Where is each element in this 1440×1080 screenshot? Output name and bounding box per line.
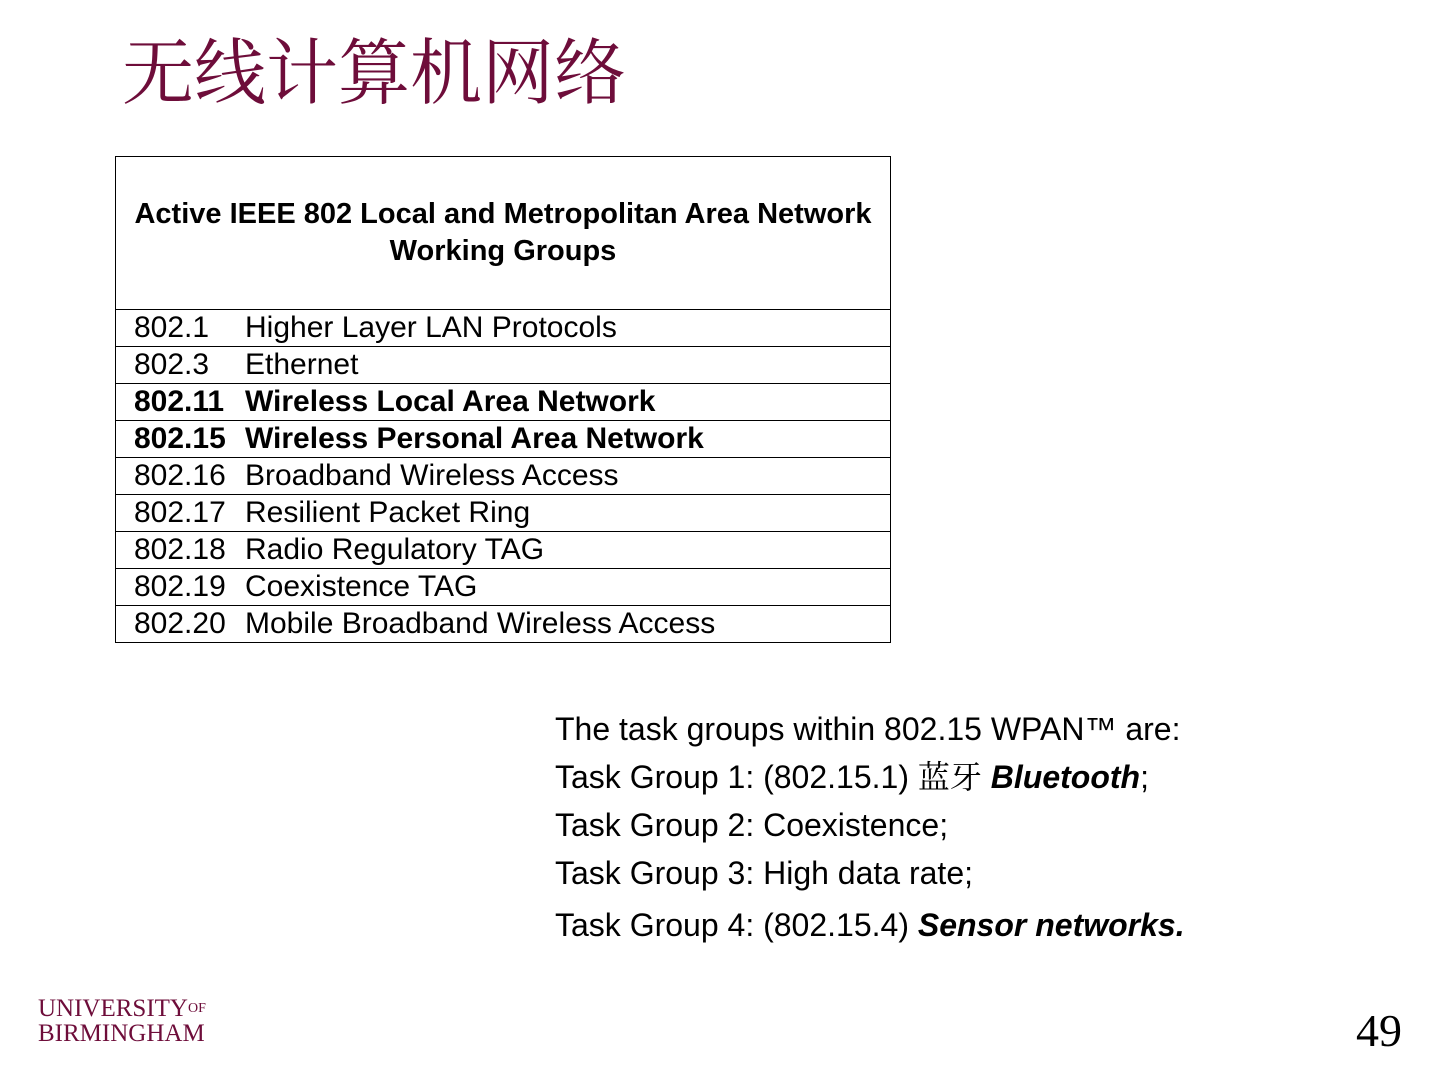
table-row — [116, 495, 891, 532]
task-group-1-suffix: ; — [1140, 759, 1149, 795]
working-group-number: 802.11 — [134, 385, 225, 418]
working-group-number: 802.16 — [134, 459, 226, 492]
working-group-number: 802.15 — [134, 422, 226, 455]
task-group-3: Task Group 3: High data rate; — [555, 855, 973, 891]
table-row — [116, 606, 891, 643]
working-group-number: 802.1 — [134, 311, 210, 344]
task-group-4-suffix: . — [1175, 907, 1185, 943]
table-row — [116, 421, 891, 458]
working-group-number: 802.3 — [134, 348, 210, 381]
task-groups-text — [555, 705, 1185, 949]
task-group-1 — [555, 753, 1185, 801]
working-group-number: 802.18 — [134, 533, 226, 566]
task-group-2: Task Group 2: Coexistence; — [555, 807, 949, 843]
table-row — [116, 569, 891, 606]
table-row — [116, 532, 891, 569]
working-group-name: Resilient Packet Ring — [245, 496, 531, 529]
logo-university: UNIVERSITY — [38, 995, 188, 1022]
table-cell — [116, 458, 891, 495]
working-groups-table — [115, 156, 891, 643]
table-cell — [116, 384, 891, 421]
table-row — [116, 310, 891, 347]
working-group-number: 802.19 — [134, 570, 226, 603]
working-group-name: Radio Regulatory TAG — [245, 533, 545, 566]
task-group-4 — [555, 901, 1185, 949]
working-group-name: Wireless Local Area Network — [245, 385, 656, 418]
table-row — [116, 458, 891, 495]
page-number: 49 — [1356, 1005, 1402, 1056]
logo-of: OF — [188, 1001, 206, 1016]
task-group-4-label: Task Group 4: (802.15.4) — [555, 907, 918, 943]
table-row — [116, 347, 891, 384]
working-group-name: Broadband Wireless Access — [245, 459, 619, 492]
table-cell — [116, 347, 891, 384]
working-group-name: Coexistence TAG — [245, 570, 478, 603]
table-cell — [116, 495, 891, 532]
slide-title: 无线计算机网络 — [122, 31, 627, 115]
task-group-1-label: Task Group 1: (802.15.1) 蓝牙 — [555, 759, 991, 795]
logo-birmingham: BIRMINGHAM — [38, 1020, 205, 1047]
working-group-name: Wireless Personal Area Network — [245, 422, 704, 455]
working-group-number: 802.20 — [134, 607, 226, 640]
working-group-name: Higher Layer LAN Protocols — [245, 311, 617, 344]
table-cell — [116, 569, 891, 606]
working-group-number: 802.17 — [134, 496, 226, 529]
table-cell — [116, 310, 891, 347]
sensor-networks-emphasis: Sensor networks — [917, 907, 1176, 943]
table-row — [116, 384, 891, 421]
working-group-name: Mobile Broadband Wireless Access — [245, 607, 716, 640]
table-header: Active IEEE 802 Local and Metropolitan Area Network Working Groups — [116, 157, 891, 310]
task-groups-intro: The task groups within 802.15 WPAN™ are: — [555, 711, 1181, 747]
university-logo — [38, 996, 206, 1046]
working-group-name: Ethernet — [245, 348, 359, 381]
table-cell — [116, 532, 891, 569]
bluetooth-emphasis: Bluetooth — [990, 759, 1141, 795]
table-cell — [116, 421, 891, 458]
table-cell — [116, 606, 891, 643]
